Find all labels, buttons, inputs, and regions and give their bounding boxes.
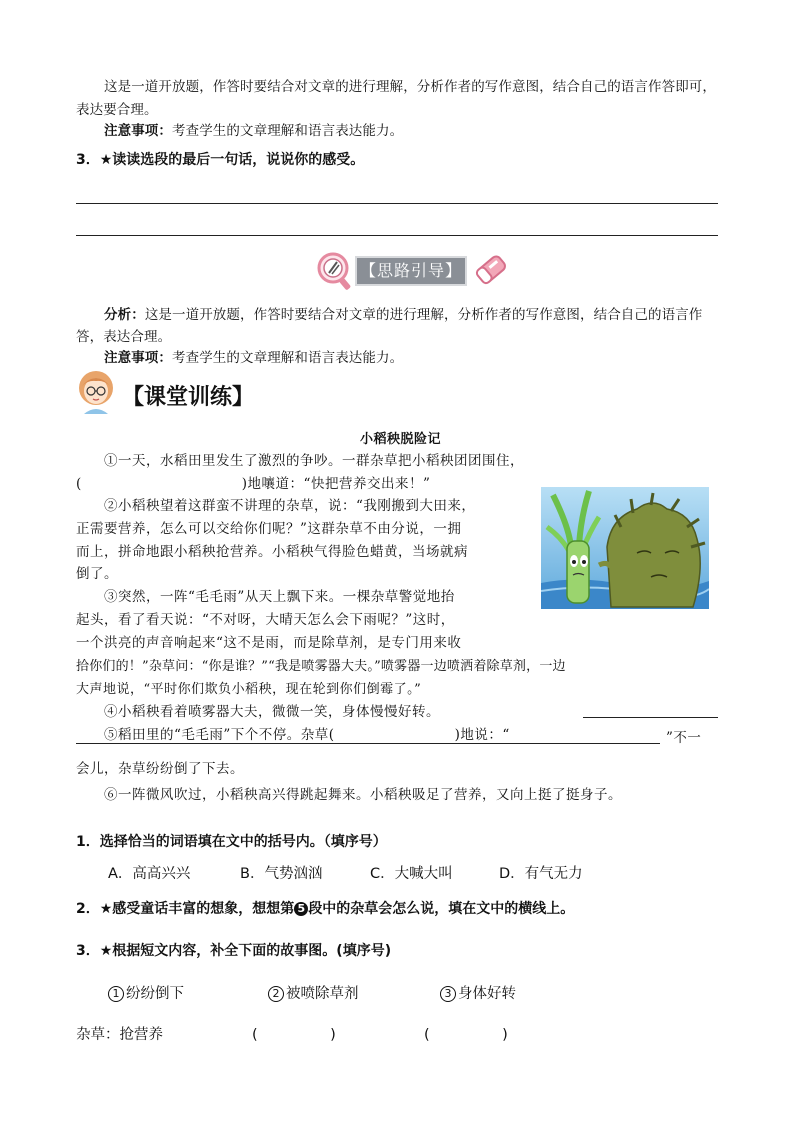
speech-line-2[interactable] [76,743,660,744]
story-p3-line4: 拾你们的！”杂草问：“你是谁？”“我是喷雾器大夫。”喷雾器一边喷洒着除草剂，一边 [76,659,566,674]
question-number: 3． [76,152,100,168]
analysis-label: 分析： [104,307,145,323]
analysis-text: 这是一道开放题，作答时要结合对文章的进行理解，分析作者的写作意图，结合自己的语言作 [144,307,703,323]
story-p4: ④小稻秧看着喷雾器大夫，微微一笑，身体慢慢好转。 [104,704,440,720]
option-d[interactable]: D．有气无力 [499,866,583,882]
question-2 [76,898,574,920]
note-text: 考查学生的文章理解和语言表达能力。 [172,350,404,366]
guide-banner: 【思路引导】 [355,256,467,286]
question-text: ★根据短文内容，补全下面的故事图。(填序号) [99,943,392,959]
circled-number: 3 [440,986,456,1002]
answer-line-1[interactable] [76,203,718,204]
story-p5-a: ⑤稻田里的“毛毛雨”下个不停。杂草( [104,727,335,743]
story-p2-line3: 而上，拼命地跟小稻秧抢营养。小稻秧气得脸色蜡黄，当场就病 [76,544,468,560]
answer-explanation-line2: 表达要合理。 [76,102,158,118]
story-p2-line2: 正需要营养，怎么可以交给你们呢？”这群杂草不由分说，一拥 [76,521,462,537]
story-title: 小稻秧脱险记 [360,432,442,447]
question-text: ★读读选段的最后一句话，说说你的感受。 [99,152,365,168]
answer-explanation-line1: 这是一道开放题，作答时要结合对文章的进行理解，分析作者的写作意图，结合自己的语言作答即可， [104,79,716,95]
analysis-note [104,347,403,370]
option-c[interactable]: C．大喊大叫 [370,866,453,882]
story-p3-line2: 起头，看了看天说：“不对呀，大晴天怎么会下雨呢？”这时， [76,612,455,628]
story-p1-line1: ①一天，水稻田里发生了激烈的争吵。一群杂草把小稻秧团团围住， [104,453,524,469]
question-number: 3． [76,943,100,959]
circled-number: 2 [268,986,284,1002]
note-line [104,120,403,143]
question-number: 2． [76,901,100,917]
question-1 [76,831,387,853]
paren-open: ( [76,476,82,492]
story-p3-line5: 大声地说，“平时你们欺负小稻秧，现在轮到你们倒霉了。” [76,682,422,697]
section-title: 【课堂训练】 [122,385,255,410]
circled-number: 5 [294,902,308,916]
analysis-line2: 答，表达合理。 [76,329,172,345]
magnifier-icon [315,248,355,292]
question-number: 1． [76,834,100,850]
note-text: 考查学生的文章理解和语言表达能力。 [172,123,404,139]
girl-avatar-icon [74,368,118,414]
option-b[interactable]: B．气势汹汹 [240,866,323,882]
question-text-post: 段中的杂草会怎么说，填在文中的横线上。 [308,901,575,917]
story-item-text: 身体好转 [458,986,516,1002]
question-3 [76,940,391,962]
story-item-text: 纷纷倒下 [126,986,184,1002]
rice-seedling-illustration [541,487,709,609]
story-chain-blank-2[interactable]: ( ) [424,1027,508,1043]
story-item-1 [108,982,184,1003]
answer-line-2[interactable] [76,235,718,236]
analysis-line1 [104,304,702,327]
story-p3-line3: 一个洪亮的声音响起来“这不是雨，而是除草剂，是专门用来收 [76,635,462,651]
story-chain-blank-1[interactable]: ( ) [252,1027,336,1043]
story-p2-line1: ②小稻秧望着这群蛮不讲理的杂草，说：“我刚搬到大田来， [104,498,476,514]
question-3-heading [76,149,364,171]
note-label: 注意事项： [104,350,172,366]
speech-line-1[interactable] [583,717,718,718]
option-a[interactable]: A．高高兴兴 [108,866,191,882]
story-p3-line1: ③突然，一阵“毛毛雨”从天上飘下来。一棵杂草警觉地抬 [104,589,455,605]
eraser-icon [470,250,512,292]
question-text-pre: ★感受童话丰富的想象，想想第 [99,901,295,917]
story-item-text: 被喷除草剂 [286,986,359,1002]
story-p1-line2 [76,473,536,497]
note-label: 注意事项： [104,123,172,139]
story-p6: ⑥一阵微风吹过，小稻秧高兴得跳起舞来。小稻秧吸足了营养，又向上挺了挺身子。 [104,787,622,803]
story-p5-line3: 会儿，杂草纷纷倒了下去。 [76,761,244,777]
story-p5-end: ”不一 [666,730,702,746]
story-p2-line4: 倒了。 [76,566,118,582]
circled-number: 1 [108,986,124,1002]
story-chain-start: 杂草：抢营养 [76,1027,163,1043]
question-text: 选择恰当的词语填在文中的括号内。（填序号） [99,834,387,850]
story-item-2 [268,982,359,1003]
story-item-3 [440,982,516,1003]
story-p1-rest: )地嚷道：“快把营养交出来！” [241,476,431,492]
story-p5-b: )地说：“ [454,727,510,743]
